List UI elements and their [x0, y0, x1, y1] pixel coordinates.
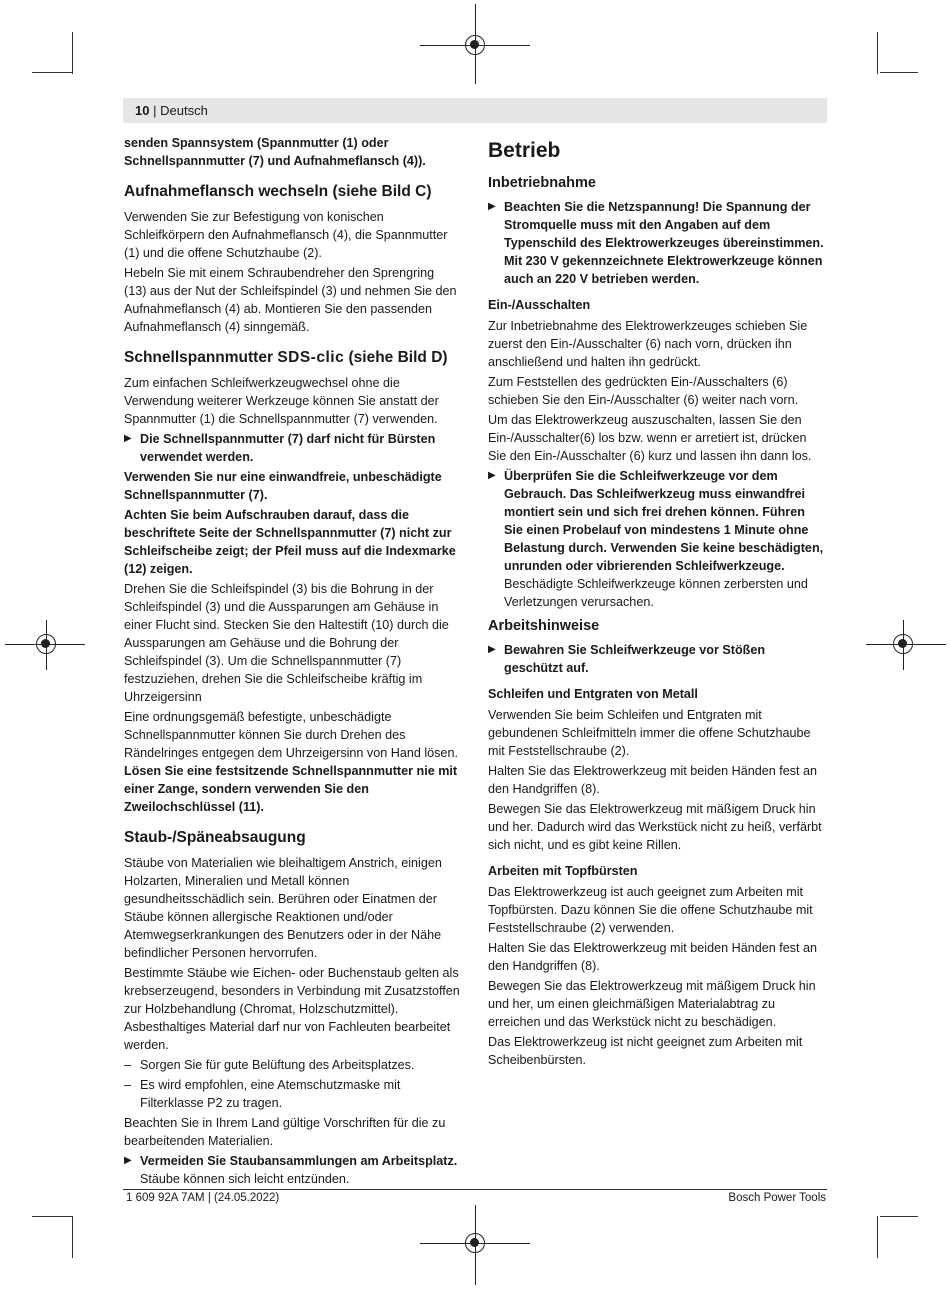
paragraph: Stäube von Materialien wie bleihaltigem Anstrich, einigen Holzarten, Mineralien und Metall können gesundheitsschädlich sein. Berühren oder Einatmen der Stäube können allergische Reaktionen und/oder Atemwegserkrankungen des Benutzers oder in der Nähe befindlicher Personen hervorrufen.: [124, 856, 442, 960]
paragraph: [124, 708, 460, 816]
heading-schleifen: Schleifen und Entgraten von Metall: [488, 687, 698, 701]
paragraph: Bewegen Sie das Elektrowerkzeug mit mäßigem Druck hin und her, um einen gleichmäßigen Materialabtrag zu erreichen und das Werkstück nicht zu beschädigen.: [488, 979, 816, 1029]
heading-betrieb: Betrieb: [488, 139, 561, 162]
paragraph: Halten Sie das Elektrowerkzeug mit beiden Händen fest an den Handgriffen (8).: [488, 764, 818, 796]
paragraph: Das Elektrowerkzeug ist nicht geeignet zum Arbeiten mit Scheibenbürsten.: [488, 1035, 803, 1067]
intro-text: senden Spannsystem (Spannmutter (1) oder Schnellspannmutter (7) und Aufnahmeflansch (4)).: [124, 136, 426, 168]
warning-bullet: [488, 467, 826, 611]
dash-item: – Sorgen Sie für gute Belüftung des Arbeitsplatzes.: [124, 1056, 460, 1074]
paragraph: Halten Sie das Elektrowerkzeug mit beiden Händen fest an den Handgriffen (8).: [488, 941, 818, 973]
footer-brand: Bosch Power Tools: [728, 1192, 826, 1204]
page-number: 10: [135, 103, 150, 118]
warning-bullet: ▶ Beachten Sie die Netzspannung! Die Spannung der Stromquelle muss mit den Angaben auf dem Typenschild des Elektrowerkzeuges übereinstimmen. Mit 230 V gekennzeichnete Elektrowerkzeuge können auch an 220 V betrieben werden.: [488, 198, 826, 288]
paragraph: Beachten Sie in Ihrem Land gültige Vorschriften für die zu bearbeitenden Materialien.: [124, 1116, 446, 1148]
registration-mark-icon: [36, 634, 56, 654]
dash-item: – Es wird empfohlen, eine Atemschutzmaske mit Filterklasse P2 zu tragen.: [124, 1076, 460, 1112]
warning-bullet: ▶ Bewahren Sie Schleifwerkzeuge vor Stößen geschützt auf.: [488, 641, 826, 677]
bold-paragraph: Verwenden Sie nur eine einwandfreie, unbeschädigte Schnellspannmutter (7).: [124, 470, 442, 502]
sds-clic-logo: SDS-clic: [277, 349, 345, 366]
crop-mark: [880, 1216, 918, 1217]
paragraph: Verwenden Sie beim Schleifen und Entgraten mit gebundenen Schleifmitteln immer die offene Schutzhaube mit Feststellschraube (2).: [488, 708, 811, 758]
paragraph: Um das Elektrowerkzeug auszuschalten, lassen Sie den Ein-/Ausschalter(6) los bzw. wenn er arretiert ist, drücken Sie den Ein-/Ausschalter (6) kurz und lassen ihn dann los.: [488, 413, 812, 463]
warning-bullet: ▶ Die Schnellspannmutter (7) darf nicht für Bürsten verwendet werden.: [124, 430, 460, 466]
paragraph-text: Eine ordnungsgemäß befestigte, unbeschädigte Schnellspannmutter können Sie durch Drehen des Rändelringes entgegen dem Uhrzeigersinn von Hand lösen.: [124, 710, 458, 760]
header-separator: |: [153, 103, 157, 118]
heading-schnellspannmutter: [124, 348, 460, 368]
warning-bullet: [124, 1152, 460, 1188]
paragraph: Bewegen Sie das Elektrowerkzeug mit mäßigem Druck hin und her. Dadurch wird das Werkstück nicht zu heiß, verfärbt sich nicht, und es gibt keine Rillen.: [488, 802, 822, 852]
heading-arbeitshinweise: Arbeitshinweise: [488, 618, 600, 634]
heading-staubabsaugung: Staub-/Späneabsaugung: [124, 829, 306, 846]
footer-rule: [123, 1189, 827, 1190]
crop-mark: [32, 1216, 72, 1217]
paragraph: Verwenden Sie zur Befestigung von konischen Schleifkörpern den Aufnahmeflansch (4), die Spannmutter (1) und die offene Schutzhaube (2).: [124, 210, 448, 260]
paragraph: Zur Inbetriebnahme des Elektrowerkzeuges schieben Sie zuerst den Ein-/Ausschalter (6) nach vorn, drücken ihn anschließend und halten ihn gedrückt.: [488, 319, 808, 369]
crop-mark: [880, 72, 918, 73]
heading-topfbuersten: Arbeiten mit Topfbürsten: [488, 864, 638, 878]
header-language: Deutsch: [160, 103, 208, 118]
footer-doc-id: 1 609 92A 7AM | (24.05.2022): [126, 1192, 280, 1204]
heading-ein-ausschalten: Ein-/Ausschalten: [488, 298, 591, 312]
bold-paragraph: Achten Sie beim Aufschrauben darauf, dass die beschriftete Seite der Schnellspannmutter (7) nicht zur Schleifscheibe zeigt; der Pfeil muss auf die Indexmarke (12) zeigen.: [124, 508, 456, 576]
bullet-text: Stäube können sich leicht entzünden.: [140, 1172, 350, 1186]
bullet-bold-text: Vermeiden Sie Staubansammlungen am Arbeitsplatz.: [140, 1154, 458, 1168]
heading-aufnahmeflansch: Aufnahmeflansch wechseln (siehe Bild C): [124, 183, 432, 200]
heading-text: (siehe Bild D): [344, 349, 448, 366]
paragraph: Zum einfachen Schleifwerkzeugwechsel ohne die Verwendung weiterer Werkzeuge können Sie anstatt der Spannmutter (1) die Schnellspannmutter (7) verwenden.: [124, 376, 439, 426]
paragraph: Drehen Sie die Schleifspindel (3) bis die Bohrung in der Schleifspindel (3) und die Aussparungen am Gehäuse in einer Flucht sind. Stecken Sie den Haltestift (10) durch die Aussparungen am Gehäuse und die Bohrung der Schleifspindel (3). Um die Schnellspannmutter (7) festzuziehen, drehen Sie die Schleifscheibe kräftig im Uhrzeigersinn: [124, 582, 449, 704]
registration-mark-icon: [893, 634, 913, 654]
registration-mark-icon: [465, 1233, 485, 1253]
crop-mark: [877, 1216, 878, 1258]
heading-text: Schnellspannmutter: [124, 349, 278, 366]
paragraph: Zum Feststellen des gedrückten Ein-/Ausschalters (6) schieben Sie den Ein-/Ausschalter (6) weiter nach vorn.: [488, 375, 799, 407]
paragraph: Das Elektrowerkzeug ist auch geeignet zum Arbeiten mit Topfbürsten. Dazu können Sie die offene Schutzhaube mit Feststellschraube (2) verwenden.: [488, 885, 813, 935]
header-band: [123, 98, 827, 123]
crop-mark: [32, 72, 72, 73]
paragraph: Hebeln Sie mit einem Schraubendreher den Sprengring (13) aus der Nut der Schleifspindel (3) und nehmen Sie den Aufnahmeflansch (4) ab. Montieren Sie den passenden Aufnahmeflansch (4) sinngemäß.: [124, 266, 457, 334]
left-column: [124, 134, 460, 1190]
bullet-bold-text: Überprüfen Sie die Schleifwerkzeuge vor dem Gebrauch. Das Schleifwerkzeug muss einwandfrei montiert sein und sich frei drehen können. Führen Sie einen Probelauf von mindestens 1 Minute ohne Belastung durch. Verwenden Sie keine beschädigten, unrunden oder vibrierenden Schleifwerkzeuge.: [504, 469, 824, 573]
crop-mark: [72, 1216, 73, 1258]
paragraph-bold-text: Lösen Sie eine festsitzende Schnellspannmutter nie mit einer Zange, sondern verwenden Sie den Zweilochschlüssel (11).: [124, 764, 458, 814]
registration-mark-icon: [465, 35, 485, 55]
paragraph: Bestimmte Stäube wie Eichen- oder Buchenstaub gelten als krebserzeugend, besonders in Verbindung mit Zusatzstoffen zur Holzbehandlung (Chromat, Holzschutzmittel). Asbesthaltiges Material darf nur von Fachleuten bearbeitet werden.: [124, 966, 460, 1052]
crop-mark: [877, 32, 878, 74]
page-header: [135, 103, 208, 118]
right-column: [488, 134, 826, 1071]
heading-inbetriebnahme: Inbetriebnahme: [488, 175, 596, 191]
bullet-text: Beschädigte Schleifwerkzeuge können zerbersten und Verletzungen verursachen.: [504, 577, 808, 609]
crop-mark: [72, 32, 73, 74]
